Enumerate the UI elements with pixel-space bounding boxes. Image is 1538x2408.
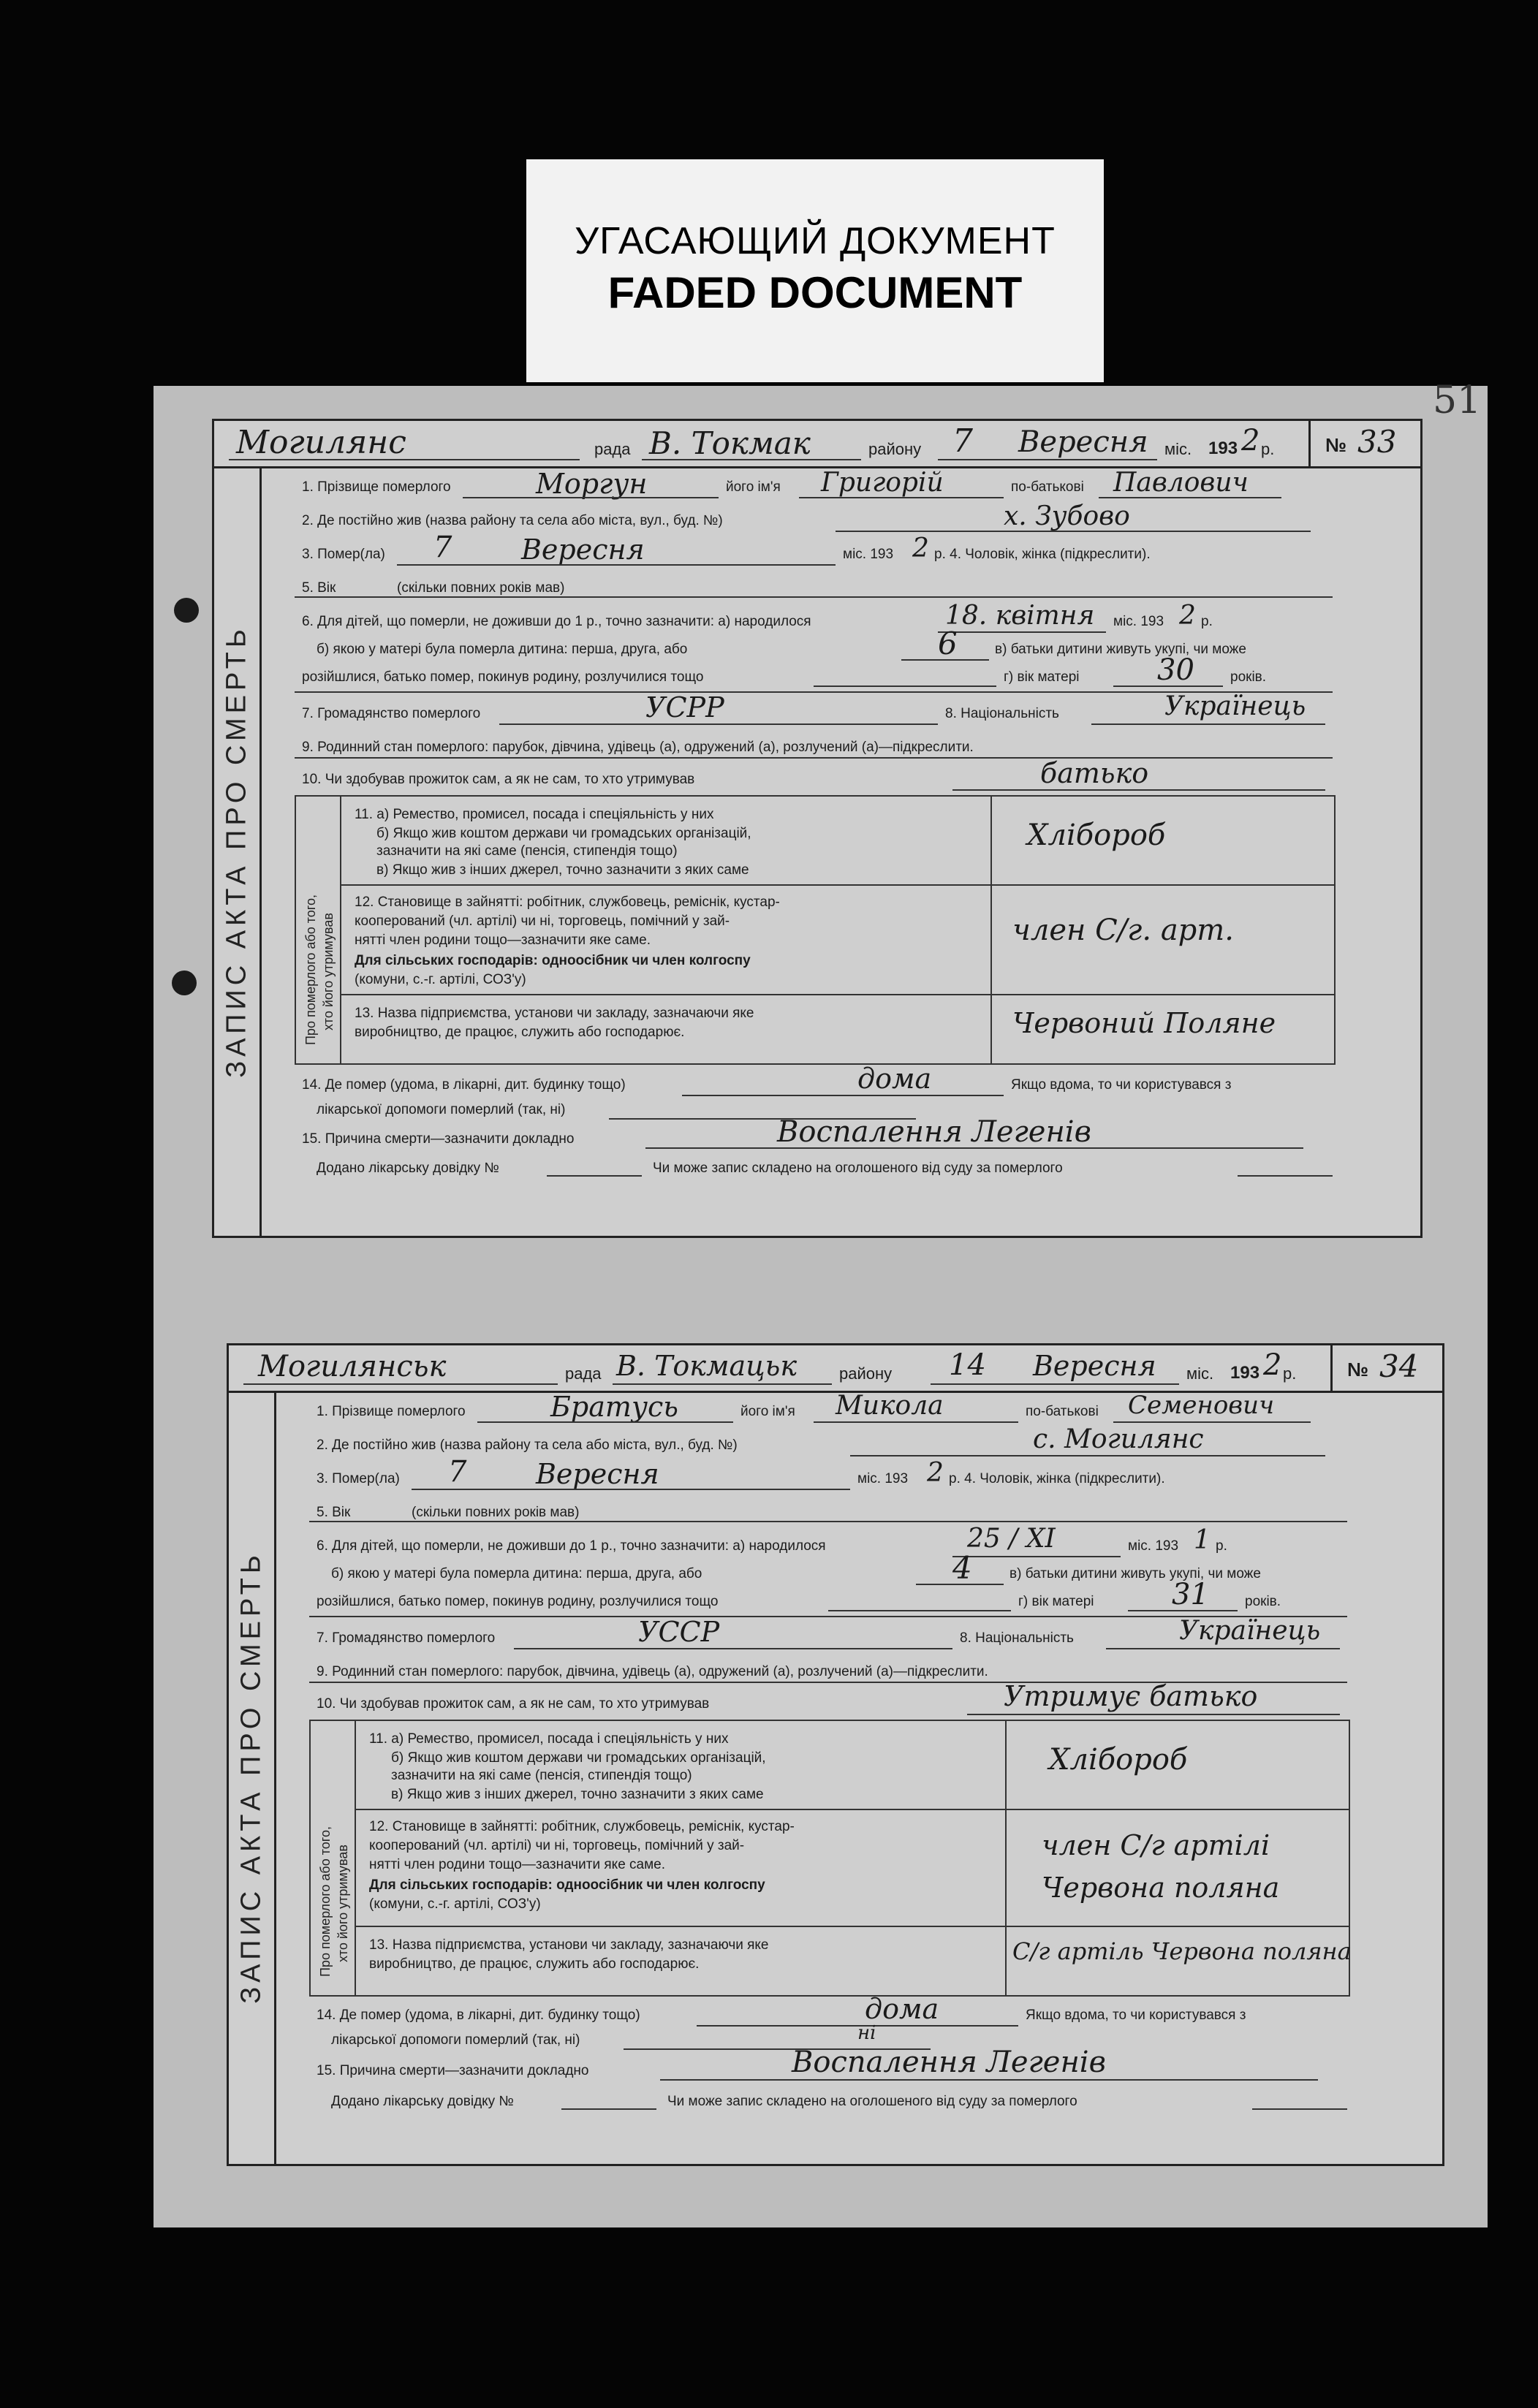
citizenship: УСРР xyxy=(645,691,724,723)
field-13b-label: виробництво, де працює, служить або господарює. xyxy=(369,1956,700,1972)
field-12a-label: 12. Становище в зайнятті: робітник, службовець, реміснік, кустар- xyxy=(355,895,780,910)
collective-farm-name: Червона поляна xyxy=(1042,1872,1280,1904)
nationality: Українець xyxy=(1179,1616,1321,1646)
field-11a-label: 11. а) Ремество, промисел, посада і спеціяльність у них xyxy=(369,1731,729,1747)
cause-of-death: Воспалення Легенів xyxy=(777,1115,1091,1149)
child-order: 6 xyxy=(938,626,958,661)
field-13a-label: 13. Назва підприємства, установи чи закладу, зазначаючи яке xyxy=(355,1006,754,1021)
field-14c-label: лікарської допомоги померлий (так, ні) xyxy=(317,1102,566,1117)
form-header xyxy=(229,1345,1442,1393)
field-11b2-label: зазначити на які саме (пенсія, стипендія тощо) xyxy=(391,1768,692,1783)
field-14c-label: лікарської допомоги померлий (так, ні) xyxy=(331,2032,580,2048)
side-title: ЗАПИС АКТА ПРО СМЕРТЬ xyxy=(221,624,252,1078)
group-label-2: хто його утримував xyxy=(336,1845,350,1962)
death-month: Вересня xyxy=(521,533,645,566)
no-label: № xyxy=(1347,1359,1368,1380)
surname: Братусь xyxy=(550,1391,678,1423)
field-2-label: 2. Де постійно жив (назва району та села або міста, вул., буд. №) xyxy=(302,513,723,528)
occupation-group xyxy=(295,795,1336,1065)
field-3-label: 3. Помер(ла) xyxy=(302,547,385,562)
field-8-label: 8. Національність xyxy=(960,1630,1074,1646)
field-10-label: 10. Чи здобував прожиток сам, а як не сам, то хто утримував xyxy=(317,1696,710,1712)
stamp-line-ru: УГАСАЮЩИЙ ДОКУМЕНТ xyxy=(575,220,1056,262)
year-digit: 2 xyxy=(1263,1348,1282,1382)
field-13a-label: 13. Назва підприємства, установи чи закладу, зазначаючи яке xyxy=(369,1937,769,1953)
corner-page-number: 51 xyxy=(1433,379,1482,422)
field-1-label: 1. Прізвище померлого xyxy=(317,1404,466,1419)
field-10-label: 10. Чи здобував прожиток сам, а як не сам, то хто утримував xyxy=(302,772,695,787)
field-6c-label: розійшлися, батько помер, покинув родину, розлучилися тощо xyxy=(317,1594,719,1609)
district-name: В. Токмацьк xyxy=(616,1350,798,1382)
field-16-label: Додано лікарську довідку № xyxy=(331,2094,514,2109)
citizenship: УССР xyxy=(638,1616,720,1648)
death-mis-label: міс. 193 xyxy=(857,1471,909,1486)
faded-document-stamp xyxy=(526,159,1104,382)
year-prefix: 193 xyxy=(1208,438,1238,458)
supported-by: Утримує батько xyxy=(1004,1680,1258,1712)
field-12a-label: 12. Становище в зайнятті: робітник, службовець, реміснік, кустар- xyxy=(369,1819,795,1834)
field-6b2-label: в) батьки дитини живуть укупі, чи може xyxy=(1009,1566,1261,1581)
form-header xyxy=(214,421,1420,468)
field-8-label: 8. Національність xyxy=(945,706,1059,721)
occupation: Хлібороб xyxy=(1027,819,1166,852)
field-14a-label: 14. Де помер (удома, в лікарні, дит. будинку тощо) xyxy=(302,1077,626,1093)
field-3-label: 3. Помер(ла) xyxy=(317,1471,400,1486)
patronymic-label: по-батькові xyxy=(1026,1404,1099,1419)
field-9-label: 9. Родинний стан померлого: парубок, дівчина, удівець (а), одружений (а), розлучений (а)—підкреслити. xyxy=(302,740,974,755)
field-11b2-label: зазначити на які саме (пенсія, стипендія тощо) xyxy=(376,843,678,859)
field-11a-label: 11. а) Ремество, промисел, посада і спеціяльність у них xyxy=(355,807,714,822)
birth-r-label: р. xyxy=(1216,1538,1227,1554)
side-title-bar xyxy=(214,466,262,1236)
field-12c-label: нятті член родини тощо—зазначити яке саме. xyxy=(369,1857,666,1872)
child-order: 4 xyxy=(952,1550,972,1586)
field-12d-label: Для сільських господарів: одноосібник чи член колгоспу xyxy=(369,1877,765,1893)
field-13b-label: виробництво, де працює, служить або господарює. xyxy=(355,1025,685,1040)
field-2-label: 2. Де постійно жив (назва району та села або міста, вул., буд. №) xyxy=(317,1437,738,1453)
birth-r-label: р. xyxy=(1201,614,1213,629)
cause-of-death: Воспалення Легенів xyxy=(792,2046,1106,2079)
rada-label: рада xyxy=(565,1364,602,1383)
field-14a-label: 14. Де помер (удома, в лікарні, дит. будинку тощо) xyxy=(317,2008,640,2023)
field-9-label: 9. Родинний стан померлого: парубок, дівчина, удівець (а), одружений (а), розлучений (а)—підкреслити. xyxy=(317,1664,988,1679)
occupation: Хлібороб xyxy=(1049,1743,1188,1777)
birth-year-digit: 1 xyxy=(1194,1525,1211,1555)
employment-status: член С/г артілі xyxy=(1042,1829,1270,1861)
raionu-label: району xyxy=(839,1364,893,1383)
field-1-label: 1. Прізвище померлого xyxy=(302,479,451,495)
field-11c-label: в) Якщо жив з інших джерел, точно зазначити з яких саме xyxy=(391,1787,764,1802)
paper-sheet xyxy=(154,379,1488,2227)
r-label: р. xyxy=(1261,440,1275,458)
field-4-label: р. 4. Чоловік, жінка (підкреслити). xyxy=(949,1471,1165,1486)
field-12b-label: кооперований (чл. артілі) чи ні, торговець, помічний у зай- xyxy=(369,1838,745,1853)
name-label: його ім'я xyxy=(726,479,781,495)
death-month: Вересня xyxy=(536,1458,659,1490)
field-16b-label: Чи може запис складено на оголошеного від суду за померлого xyxy=(667,2094,1077,2109)
years-label: років. xyxy=(1245,1594,1281,1609)
occupation-group xyxy=(309,1720,1350,1997)
medical-help: ні xyxy=(857,2022,876,2044)
district-name: В. Токмак xyxy=(649,425,811,461)
field-11b-label: б) Якщо жив коштом держави чи громадських організацій, xyxy=(376,826,751,841)
field-6a-label: 6. Для дітей, що померли, не доживши до 1 р., точно зазначити: а) народилося xyxy=(302,614,811,629)
record-day: 7 xyxy=(952,422,973,460)
death-record-form-1 xyxy=(212,419,1423,1238)
punch-hole xyxy=(174,598,199,623)
name-label: його ім'я xyxy=(740,1404,795,1419)
place-of-death: дома xyxy=(865,1993,939,2025)
record-number: 33 xyxy=(1357,424,1397,460)
birth-year-digit: 2 xyxy=(1179,601,1196,631)
residence: с. Могилянс xyxy=(1033,1424,1204,1454)
place-of-death: дома xyxy=(857,1063,932,1095)
field-7-label: 7. Громадянство померлого xyxy=(317,1630,496,1646)
stamp-line-en: FADED DOCUMENT xyxy=(607,268,1023,317)
field-12c-label: нятті член родини тощо—зазначити яке саме. xyxy=(355,933,651,948)
field-11b-label: б) Якщо жив коштом держави чи громадських організацій, xyxy=(391,1750,766,1766)
mother-age: 31 xyxy=(1172,1578,1209,1611)
field-6d-label: г) вік матері xyxy=(1004,669,1080,685)
field-6b-label: б) якою у матері була померла дитина: перша, друга, або xyxy=(317,642,688,657)
punch-hole xyxy=(172,971,197,995)
field-15-label: 15. Причина смерти—зазначити докладно xyxy=(317,2063,589,2078)
field-4-label: р. 4. Чоловік, жінка (підкреслити). xyxy=(934,547,1151,562)
first-name: Григорій xyxy=(821,468,944,498)
field-16b-label: Чи може запис складено на оголошеного від суду за померлого xyxy=(653,1161,1063,1176)
field-6b-label: б) якою у матері була померла дитина: перша, друга, або xyxy=(331,1566,702,1581)
residence: х. Зубово xyxy=(1004,501,1130,531)
death-day: 7 xyxy=(433,531,452,564)
death-record-form-2 xyxy=(227,1343,1444,2166)
field-16-label: Додано лікарську довідку № xyxy=(317,1161,499,1176)
record-day: 14 xyxy=(949,1348,986,1382)
mis-label: міс. xyxy=(1164,440,1192,458)
field-15-label: 15. Причина смерти—зазначити докладно xyxy=(302,1131,575,1147)
field-12e-label: (комуни, с.-г. артілі, СОЗ'у) xyxy=(369,1896,541,1912)
field-5-label: 5. Вік xyxy=(317,1505,351,1520)
group-label-1: Про померлого або того, xyxy=(318,1826,333,1977)
first-name: Микола xyxy=(836,1391,944,1421)
birth-date: 25 / XI xyxy=(967,1524,1056,1554)
death-year-digit: 2 xyxy=(912,533,929,563)
mis-label: міс. xyxy=(1186,1364,1214,1383)
field-14b-label: Якщо вдома, то чи користувався з xyxy=(1011,1077,1232,1093)
field-12e-label: (комуни, с.-г. артілі, СОЗ'у) xyxy=(355,972,526,987)
field-6b2-label: в) батьки дитини живуть укупі, чи може xyxy=(995,642,1246,657)
patronymic-label: по-батькові xyxy=(1011,479,1084,495)
field-6d-label: г) вік матері xyxy=(1018,1594,1094,1609)
death-year-digit: 2 xyxy=(927,1458,944,1488)
mother-age: 30 xyxy=(1157,653,1194,687)
birth-mis-label: міс. 193 xyxy=(1113,614,1164,629)
group-label-2: хто його утримував xyxy=(321,913,336,1030)
years-label: років. xyxy=(1230,669,1267,685)
surname: Моргун xyxy=(536,468,648,500)
death-day: 7 xyxy=(448,1455,467,1489)
side-title-bar xyxy=(229,1391,276,2164)
village-name: Могилянс xyxy=(236,424,406,461)
no-label: № xyxy=(1325,434,1346,456)
record-month: Вересня xyxy=(1033,1350,1156,1382)
enterprise: С/г артіль Червона поляна xyxy=(1012,1937,1352,1965)
record-month: Вересня xyxy=(1018,425,1148,459)
rada-label: рада xyxy=(594,440,631,458)
birth-date: 18. квітня xyxy=(945,601,1095,631)
birth-mis-label: міс. 193 xyxy=(1128,1538,1179,1554)
village-name: Могилянськ xyxy=(258,1350,447,1383)
field-12b-label: кооперований (чл. артілі) чи ні, торговець, помічний у зай- xyxy=(355,914,730,929)
raionu-label: району xyxy=(868,440,922,458)
group-label-1: Про померлого або того, xyxy=(303,895,318,1045)
death-mis-label: міс. 193 xyxy=(843,547,894,562)
record-number-box xyxy=(1308,421,1420,466)
field-7-label: 7. Громадянство померлого xyxy=(302,706,481,721)
field-5-label: 5. Вік xyxy=(302,580,336,596)
enterprise: Червоний Поляне xyxy=(1012,1007,1276,1039)
side-title: ЗАПИС АКТА ПРО СМЕРТЬ xyxy=(235,1551,267,2004)
field-5-note: (скільки повних років мав) xyxy=(397,580,565,596)
supported-by: батько xyxy=(1040,757,1149,789)
field-6c-label: розійшлися, батько помер, покинув родину, розлучилися тощо xyxy=(302,669,704,685)
patronymic: Семенович xyxy=(1128,1391,1275,1420)
field-12d-label: Для сільських господарів: одноосібник чи член колгоспу xyxy=(355,953,751,968)
employment-status: член С/г. арт. xyxy=(1012,914,1234,947)
nationality: Українець xyxy=(1164,691,1306,721)
r-label: р. xyxy=(1283,1364,1297,1383)
record-number-box xyxy=(1330,1345,1442,1391)
year-prefix: 193 xyxy=(1230,1363,1260,1383)
field-14b-label: Якщо вдома, то чи користувався з xyxy=(1026,2008,1246,2023)
record-number: 34 xyxy=(1379,1348,1419,1384)
patronymic: Павлович xyxy=(1113,468,1249,498)
field-6a-label: 6. Для дітей, що померли, не доживши до 1 р., точно зазначити: а) народилося xyxy=(317,1538,826,1554)
year-digit: 2 xyxy=(1241,424,1260,457)
field-11c-label: в) Якщо жив з інших джерел, точно зазначити з яких саме xyxy=(376,862,749,878)
field-5-note: (скільки повних років мав) xyxy=(412,1505,580,1520)
